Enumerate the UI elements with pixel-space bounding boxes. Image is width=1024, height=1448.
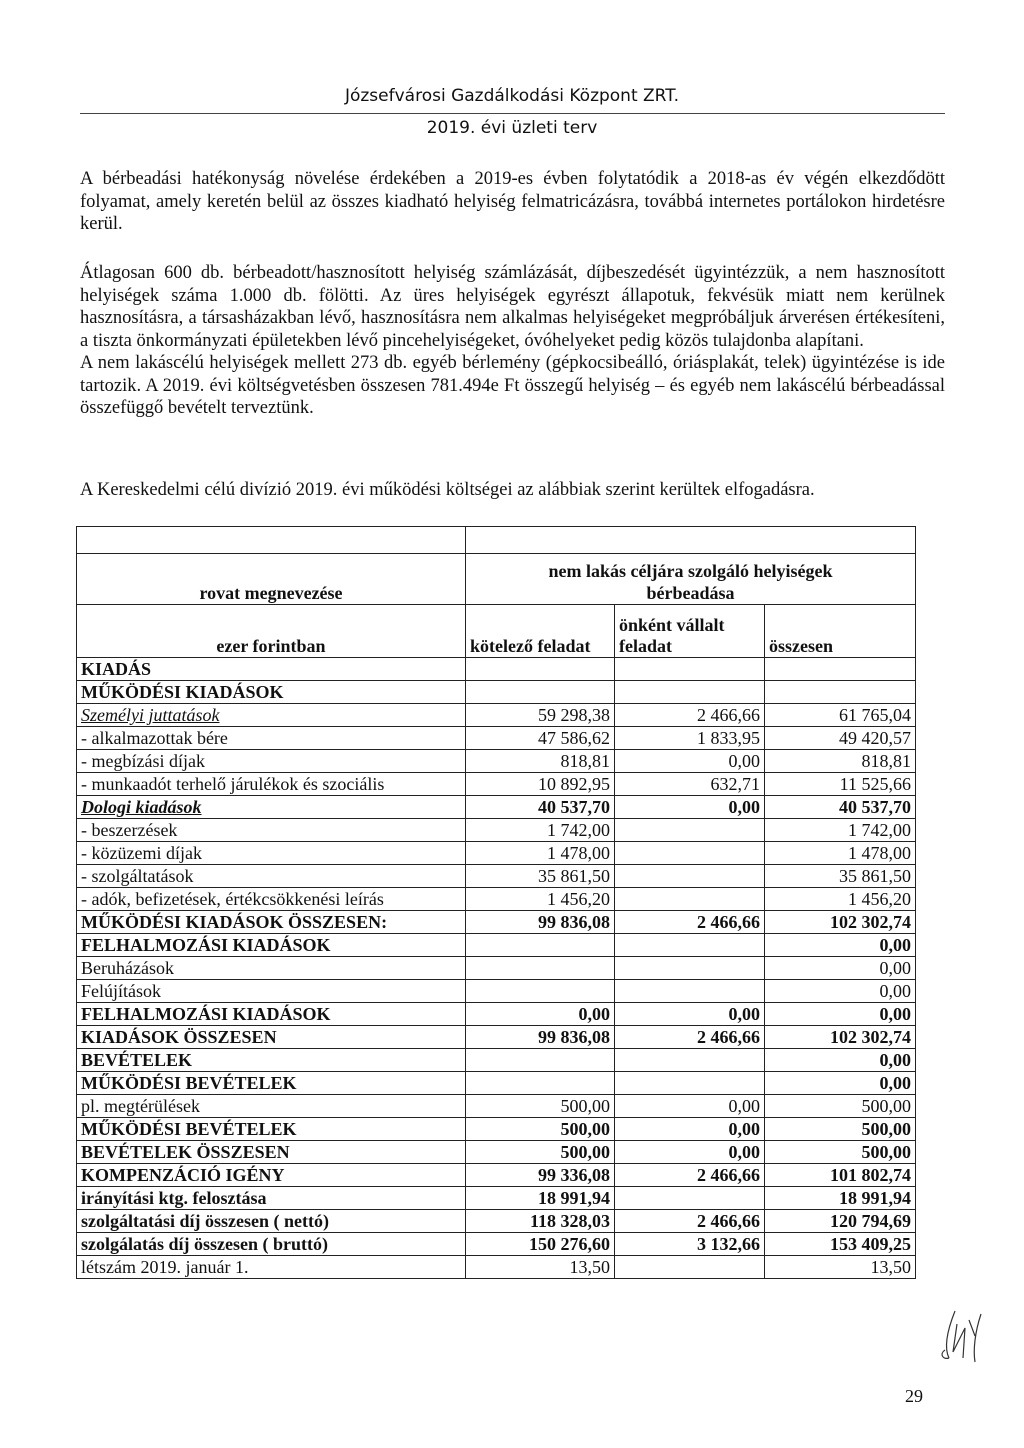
row-label-cell: Személyi juttatások [77, 704, 466, 727]
row-label-cell: MŰKÖDÉSI BEVÉTELEK [77, 1118, 466, 1141]
header-spacer-cell [77, 527, 466, 554]
total-value-cell: 1 456,20 [765, 888, 916, 911]
table-subheader-row [77, 605, 916, 658]
table-header-spacer-row [77, 527, 916, 554]
voluntary-value-cell: 1 833,95 [615, 727, 765, 750]
mandatory-value-cell: 0,00 [466, 1003, 615, 1026]
table-row [77, 842, 916, 865]
total-value-cell: 102 302,74 [765, 1026, 916, 1049]
table-row [77, 681, 916, 704]
mandatory-value-cell: 59 298,38 [466, 704, 615, 727]
voluntary-value-cell: 0,00 [615, 1003, 765, 1026]
mandatory-value-cell: 818,81 [466, 750, 615, 773]
mandatory-value-cell: 1 742,00 [466, 819, 615, 842]
voluntary-value-cell [615, 865, 765, 888]
mandatory-value-cell [466, 681, 615, 704]
table-row [77, 1095, 916, 1118]
row-label-cell: - megbízási díjak [77, 750, 466, 773]
table-row [77, 750, 916, 773]
table-row [77, 1187, 916, 1210]
total-value-cell: 0,00 [765, 1072, 916, 1095]
row-label-cell: pl. megtérülések [77, 1095, 466, 1118]
voluntary-value-cell: 632,71 [615, 773, 765, 796]
total-value-cell [765, 658, 916, 681]
row-label-cell: KIADÁSOK ÖSSZESEN [77, 1026, 466, 1049]
voluntary-value-cell [615, 957, 765, 980]
table-row [77, 1003, 916, 1026]
total-value-cell: 500,00 [765, 1141, 916, 1164]
paragraph-intro: A bérbeadási hatékonyság növelése érdekében a 2019-es évben folytatódik a 2018-as év végén elkezdődött folyamat, amely keretén belül az összes kiadható helyiség felmatricázásra, továbbá internetes portálokon hirdetésre kerül. [80, 169, 945, 234]
table-row [77, 704, 916, 727]
mandatory-value-cell: 150 276,60 [466, 1233, 615, 1256]
mandatory-value-cell: 118 328,03 [466, 1210, 615, 1233]
mandatory-value-cell: 40 537,70 [466, 796, 615, 819]
mandatory-value-cell: 10 892,95 [466, 773, 615, 796]
table-row [77, 727, 916, 750]
total-value-cell: 102 302,74 [765, 911, 916, 934]
total-value-cell: 0,00 [765, 980, 916, 1003]
mandatory-value-cell: 18 991,94 [466, 1187, 615, 1210]
table-row [77, 819, 916, 842]
row-label-cell: FELHALMOZÁSI KIADÁSOK [77, 1003, 466, 1026]
voluntary-value-cell [615, 888, 765, 911]
row-label-cell: MŰKÖDÉSI BEVÉTELEK [77, 1072, 466, 1095]
total-value-cell: 11 525,66 [765, 773, 916, 796]
mandatory-value-cell [466, 658, 615, 681]
table-row [77, 1164, 916, 1187]
row-label-cell: - szolgáltatások [77, 865, 466, 888]
table-row [77, 888, 916, 911]
total-value-cell: 0,00 [765, 934, 916, 957]
paragraph-average-premises: Átlagosan 600 db. bérbeadott/hasznosított helyiség számlázását, díjbeszedését ügyintézzük, a nem hasznosított helyiségek száma 1.000 db. fölötti. Az üres helyiségek egyrészt állapotuk, fekvésük miatt nem kerülnek hasznosításra, a társasházakban lévő, hasznosításra nem alkalmas helyiségeket megpróbáljuk árverésen értékesíteni, a tiszta önkormányzati épületekben lévő pincehelyiségeket, óvóhelyeket pedig közös tulajdonba alapítani. [80, 263, 945, 351]
table-row [77, 1026, 916, 1049]
header-spacer-cell [466, 527, 916, 554]
row-label-cell: szolgálatás díj összesen ( bruttó) [77, 1233, 466, 1256]
table-row [77, 773, 916, 796]
total-value-cell: 1 478,00 [765, 842, 916, 865]
column-header-voluntary: önként vállalt feladat [615, 605, 765, 658]
voluntary-value-cell [615, 681, 765, 704]
total-value-cell: 0,00 [765, 957, 916, 980]
table-row [77, 1072, 916, 1095]
table-row [77, 957, 916, 980]
total-value-cell: 120 794,69 [765, 1210, 916, 1233]
row-label-cell: szolgáltatási díj összesen ( nettó) [77, 1210, 466, 1233]
total-value-cell: 61 765,04 [765, 704, 916, 727]
voluntary-value-cell: 0,00 [615, 796, 765, 819]
total-value-cell: 1 742,00 [765, 819, 916, 842]
table-row [77, 658, 916, 681]
paragraph-other-leases: A nem lakáscélú helyiségek mellett 273 db. egyéb bérlemény (gépkocsibeálló, óriásplakát, telek) ügyintézése is ide tartozik. A 2019. évi költségvetésben összesen 781.494e Ft összegű helyiség – és egyéb nem lakáscélú bérbeadással összefüggő bevételt terveztünk. [80, 353, 945, 418]
mandatory-value-cell: 99 836,08 [466, 911, 615, 934]
voluntary-value-cell: 2 466,66 [615, 1026, 765, 1049]
mandatory-value-cell [466, 957, 615, 980]
total-value-cell: 0,00 [765, 1003, 916, 1026]
column-header-mandatory: kötelező feladat [466, 605, 615, 658]
mandatory-value-cell: 35 861,50 [466, 865, 615, 888]
voluntary-value-cell [615, 980, 765, 1003]
row-label-cell: irányítási ktg. felosztása [77, 1187, 466, 1210]
total-value-cell: 500,00 [765, 1118, 916, 1141]
signature-initials [935, 1306, 985, 1371]
voluntary-value-cell: 0,00 [615, 1141, 765, 1164]
header-divider [80, 113, 945, 114]
voluntary-value-cell [615, 842, 765, 865]
voluntary-value-cell [615, 1072, 765, 1095]
voluntary-value-cell: 0,00 [615, 1095, 765, 1118]
row-label-cell: MŰKÖDÉSI KIADÁSOK [77, 681, 466, 704]
row-label-cell: MŰKÖDÉSI KIADÁSOK ÖSSZESEN: [77, 911, 466, 934]
table-row [77, 934, 916, 957]
total-value-cell [765, 681, 916, 704]
row-label-cell: Dologi kiadások [77, 796, 466, 819]
total-value-cell: 40 537,70 [765, 796, 916, 819]
company-header: Józsefvárosi Gazdálkodási Központ ZRT. [344, 86, 680, 106]
row-label-cell: BEVÉTELEK ÖSSZESEN [77, 1141, 466, 1164]
mandatory-value-cell: 500,00 [466, 1118, 615, 1141]
row-label-cell: KIADÁS [77, 658, 466, 681]
total-value-cell: 500,00 [765, 1095, 916, 1118]
document-subtitle: 2019. évi üzleti terv [426, 118, 598, 138]
row-label-cell: - alkalmazottak bére [77, 727, 466, 750]
total-value-cell: 153 409,25 [765, 1233, 916, 1256]
row-label-cell: Beruházások [77, 957, 466, 980]
voluntary-value-cell: 2 466,66 [615, 704, 765, 727]
mandatory-value-cell [466, 1072, 615, 1095]
total-value-cell: 818,81 [765, 750, 916, 773]
mandatory-value-cell: 1 478,00 [466, 842, 615, 865]
row-label-cell: - közüzemi díjak [77, 842, 466, 865]
cost-table [76, 526, 916, 1279]
table-row [77, 796, 916, 819]
table-row [77, 1233, 916, 1256]
mandatory-value-cell [466, 934, 615, 957]
row-label-cell: Felújítások [77, 980, 466, 1003]
total-value-cell: 13,50 [765, 1256, 916, 1279]
row-label-cell: FELHALMOZÁSI KIADÁSOK [77, 934, 466, 957]
mandatory-value-cell: 47 586,62 [466, 727, 615, 750]
voluntary-value-cell [615, 1049, 765, 1072]
mandatory-value-cell [466, 980, 615, 1003]
table-row [77, 1210, 916, 1233]
column-header-rovat: rovat megnevezése [77, 554, 466, 605]
voluntary-value-cell [615, 1187, 765, 1210]
row-label-cell: létszám 2019. január 1. [77, 1256, 466, 1279]
voluntary-value-cell: 3 132,66 [615, 1233, 765, 1256]
row-label-cell: - adók, befizetések, értékcsökkenési leírás [77, 888, 466, 911]
page-number: 29 [905, 1386, 923, 1406]
table-header-row [77, 554, 916, 605]
mandatory-value-cell: 500,00 [466, 1095, 615, 1118]
row-label-cell: - munkaadót terhelő járulékok és szociális [77, 773, 466, 796]
table-row [77, 1118, 916, 1141]
total-value-cell: 35 861,50 [765, 865, 916, 888]
paragraph-block [80, 262, 945, 420]
row-label-cell: KOMPENZÁCIÓ IGÉNY [77, 1164, 466, 1187]
voluntary-value-cell [615, 819, 765, 842]
mandatory-value-cell: 1 456,20 [466, 888, 615, 911]
mandatory-value-cell: 99 336,08 [466, 1164, 615, 1187]
column-header-total: összesen [765, 605, 916, 658]
row-label-cell: - beszerzések [77, 819, 466, 842]
voluntary-value-cell [615, 1256, 765, 1279]
mandatory-value-cell [466, 1049, 615, 1072]
table-row [77, 911, 916, 934]
mandatory-value-cell: 99 836,08 [466, 1026, 615, 1049]
mandatory-value-cell: 13,50 [466, 1256, 615, 1279]
voluntary-value-cell: 2 466,66 [615, 911, 765, 934]
voluntary-value-cell: 0,00 [615, 750, 765, 773]
row-label-cell: BEVÉTELEK [77, 1049, 466, 1072]
mandatory-value-cell: 500,00 [466, 1141, 615, 1164]
paragraph-table-intro: A Kereskedelmi célú divízió 2019. évi működési költségei az alábbiak szerint kerültek elfogadásra. [80, 480, 815, 500]
total-value-cell: 49 420,57 [765, 727, 916, 750]
table-row [77, 865, 916, 888]
table-row [77, 1256, 916, 1279]
voluntary-value-cell [615, 658, 765, 681]
column-header-group: nem lakás céljára szolgáló helyiségek bérbeadása [466, 554, 916, 605]
table-row [77, 980, 916, 1003]
column-header-unit: ezer forintban [77, 605, 466, 658]
table-row [77, 1141, 916, 1164]
total-value-cell: 18 991,94 [765, 1187, 916, 1210]
voluntary-value-cell: 2 466,66 [615, 1210, 765, 1233]
table-row [77, 1049, 916, 1072]
voluntary-value-cell: 2 466,66 [615, 1164, 765, 1187]
voluntary-value-cell [615, 934, 765, 957]
total-value-cell: 0,00 [765, 1049, 916, 1072]
total-value-cell: 101 802,74 [765, 1164, 916, 1187]
voluntary-value-cell: 0,00 [615, 1118, 765, 1141]
